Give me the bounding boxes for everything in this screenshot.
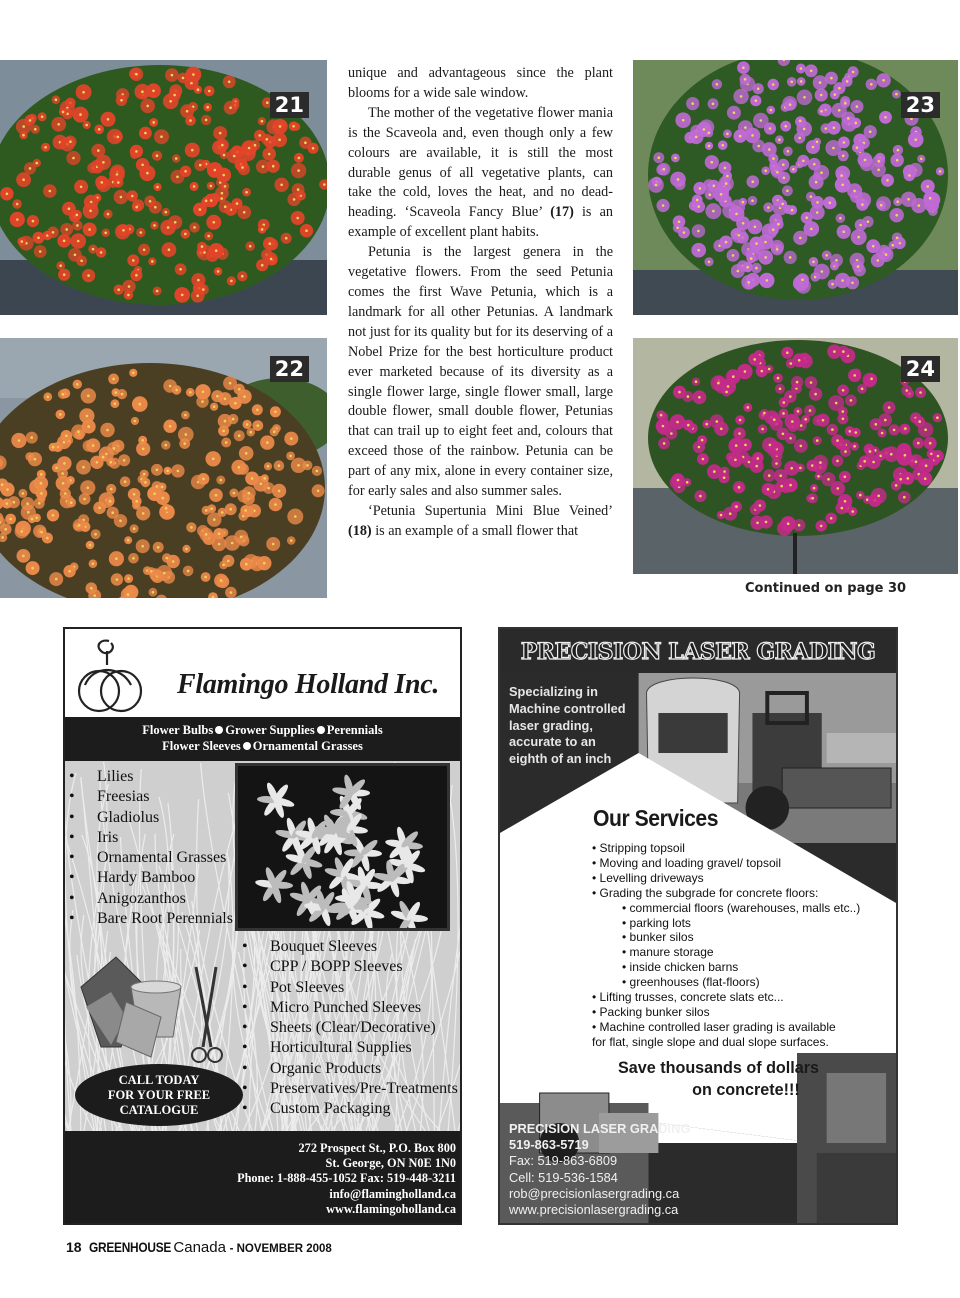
page-footer bbox=[66, 1239, 332, 1256]
service-item: • Grading the subgrade for concrete floors: bbox=[592, 885, 819, 900]
list-item: • Pot Sleeves bbox=[238, 978, 458, 998]
flamingo-holland-ad bbox=[63, 627, 462, 1225]
bullet-dot-icon bbox=[317, 726, 325, 734]
bullet-dot-icon bbox=[243, 742, 251, 750]
article-paragraph: ‘Petunia Supertunia Mini Blue Veined’ (18) is an example of a small flower that bbox=[348, 502, 613, 539]
list-item: • Gladiolus bbox=[65, 808, 233, 828]
list-item: • Bouquet Sleeves bbox=[238, 937, 458, 957]
list-item: • Organic Products bbox=[238, 1059, 458, 1079]
article-paragraph: unique and advantageous since the plant blooms for a wide sale window. bbox=[348, 65, 613, 101]
precision-laser-grading-ad bbox=[498, 627, 898, 1225]
list-item: • Horticultural Supplies bbox=[238, 1038, 458, 1058]
service-item: • Packing bunker silos bbox=[592, 1004, 710, 1019]
ad-title: PRECISION LASER GRADING bbox=[520, 639, 876, 665]
list-item: • Hardy Bamboo bbox=[65, 868, 233, 888]
lilies-photo bbox=[235, 763, 450, 931]
category-band: Flower Bulbs Grower Supplies Perennials Flower Sleeves Ornamental Grasses bbox=[65, 717, 460, 761]
list-item: • Bare Root Perennials bbox=[65, 909, 233, 929]
photo-number: 23 bbox=[901, 92, 940, 118]
service-item: • Levelling driveways bbox=[592, 870, 704, 885]
phone-line: Phone: 1-888-455-1052 Fax: 519-448-3211 bbox=[237, 1171, 456, 1186]
product-list-supplies bbox=[238, 937, 458, 1120]
save-tagline: Save thousands of dollars on concrete!!! bbox=[618, 1058, 820, 1099]
ad-body bbox=[65, 761, 460, 1131]
list-item: • Iris bbox=[65, 828, 233, 848]
service-item: • Moving and loading gravel/ topsoil bbox=[592, 855, 781, 870]
service-item: • inside chicken barns bbox=[622, 960, 739, 975]
company-name: Flamingo Holland Inc. bbox=[177, 669, 440, 700]
magazine-name-suffix: Canada bbox=[173, 1239, 226, 1256]
page-number: 18 bbox=[66, 1239, 82, 1255]
list-item: • Ornamental Grasses bbox=[65, 848, 233, 868]
company-name: PRECISION LASER GRADING bbox=[509, 1121, 691, 1136]
service-item: • Lifting trusses, concrete slats etc... bbox=[592, 990, 784, 1005]
service-item: • commercial floors (warehouses, malls etc..) bbox=[622, 900, 861, 915]
service-item: • bunker silos bbox=[622, 930, 694, 945]
service-item: • greenhouses (flat-floors) bbox=[622, 975, 760, 990]
list-item: • CPP / BOPP Sleeves bbox=[238, 957, 458, 977]
list-item: • Lilies bbox=[65, 767, 233, 787]
bullet-dot-icon bbox=[215, 726, 223, 734]
list-item: • Micro Punched Sleeves bbox=[238, 998, 458, 1018]
service-item: • parking lots bbox=[622, 915, 691, 930]
sleeves-and-pots-image bbox=[71, 947, 241, 1067]
service-item: • Machine controlled laser grading is available bbox=[592, 1019, 836, 1034]
email-line: rob@precisionlasergrading.ca bbox=[509, 1185, 680, 1201]
magazine-name: GREENHOUSE bbox=[88, 1239, 171, 1255]
list-item: • Sheets (Clear/Decorative) bbox=[238, 1018, 458, 1038]
article-paragraph: Petunia is the largest genera in the vegetative flowers. From the seed Petunia comes the first Wave Petunia, which is a landmark for all other Petunias. A landmark not just for its quality but for its deserving of a Nobel Prize for the best horticulture product ever marketed because of its diversity as a single flower large, single flower small, large double flower, small double flower, Petunias that can trail up to eight feet and, colours that exceed those of the rainbow. Petunia can be part of any mix, alone in every container size, for early sales and also summer sales. bbox=[348, 244, 613, 500]
contact-block bbox=[65, 1131, 460, 1225]
photo-23 bbox=[633, 60, 958, 315]
continued-note: Continued on page 30 bbox=[745, 581, 907, 596]
call-today-bubble: CALL TODAY FOR YOUR FREE CATALOGUE bbox=[75, 1064, 243, 1126]
photo-number: 24 bbox=[901, 356, 940, 382]
issue-date: - NOVEMBER 2008 bbox=[229, 1243, 332, 1255]
photo-number: 21 bbox=[270, 92, 309, 118]
cell-line: Cell: 519-536-1584 bbox=[509, 1169, 618, 1185]
list-item: • Anigozanthos bbox=[65, 889, 233, 909]
contact-block bbox=[509, 1121, 690, 1218]
fax-line: Fax: 519-863-6809 bbox=[509, 1153, 618, 1169]
services-list bbox=[592, 841, 860, 1050]
website-line: www.flamingoholland.ca bbox=[326, 1201, 456, 1216]
specializing-text: Specializing in Machine controlled laser grading, accurate to an eighth of an inch bbox=[509, 684, 626, 767]
article-paragraph: The mother of the vegetative flower mania is the Scaveola and, even though only a few colours are available, it is still the most durable genus of all vegetative plants, can take the cold, loves the heat, and no dead-heading. ‘Scaveola Fancy Blue’ (17) is an example of excellent plant habits. bbox=[348, 104, 614, 241]
service-item: • Stripping topsoil bbox=[592, 841, 685, 855]
phone-line: 519-863-5719 bbox=[509, 1137, 589, 1153]
photo-21 bbox=[0, 60, 327, 315]
article-column bbox=[348, 64, 613, 542]
flamingo-logo-icon bbox=[71, 635, 157, 713]
address-line: St. George, ON N0E 1N0 bbox=[325, 1156, 456, 1171]
website-line: www.precisionlasergrading.ca bbox=[509, 1202, 679, 1218]
email-line: info@flamingholland.ca bbox=[329, 1186, 456, 1201]
ad-header bbox=[65, 629, 460, 717]
photo-number: 22 bbox=[270, 356, 309, 382]
product-list-bulbs bbox=[65, 767, 233, 929]
photo-24 bbox=[633, 338, 958, 574]
service-item: for flat, single slope and dual slope surfaces. bbox=[592, 1034, 829, 1049]
service-item: • manure storage bbox=[622, 945, 714, 960]
services-heading: Our Services bbox=[593, 805, 719, 831]
photo-22 bbox=[0, 338, 327, 598]
list-item: • Custom Packaging bbox=[238, 1099, 458, 1119]
address-line: 272 Prospect St., P.O. Box 800 bbox=[298, 1141, 456, 1155]
list-item: • Preservatives/Pre-Treatments bbox=[238, 1079, 458, 1099]
list-item: • Freesias bbox=[65, 787, 233, 807]
